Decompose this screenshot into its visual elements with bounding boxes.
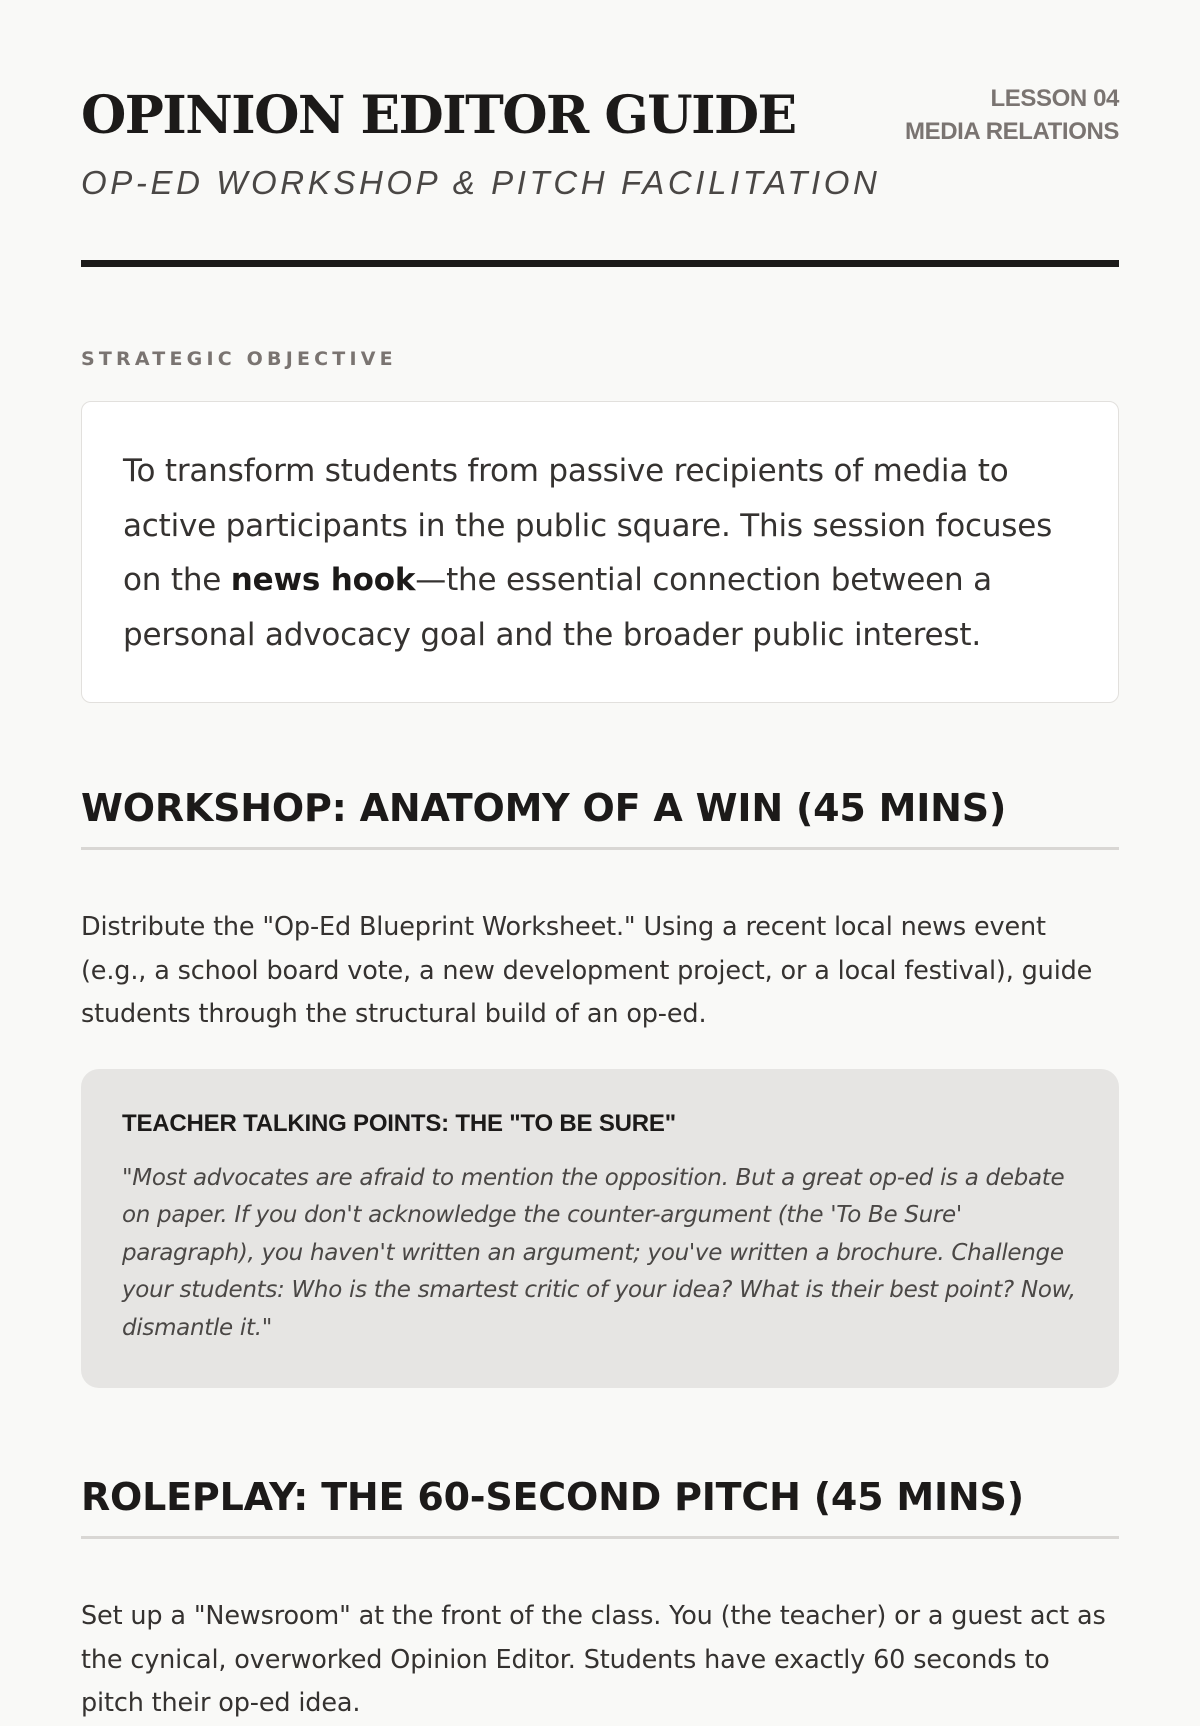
header-divider xyxy=(81,260,1119,267)
workshop-section xyxy=(81,783,1119,1388)
lesson-topic: MEDIA RELATIONS xyxy=(905,118,1119,145)
guide-title: OPINION EDITOR GUIDE xyxy=(81,85,796,146)
objective-label: STRATEGIC OBJECTIVE xyxy=(81,348,397,370)
talking-points-callout xyxy=(81,1069,1119,1389)
objective-text-start: To transform students from passive recipients of media to active participants in the public square. This session focuses on the xyxy=(123,453,1053,598)
talking-points-quote: "Most advocates are afraid to mention the opposition. But a great op-ed is a debate on paper. If you don't acknowledge the counter-argument (the 'To Be Sure' paragraph), you haven't written an argument; you've written a brochure. Challenge your students: Who is the smartest critic of your idea? What is their best point? Now, dismantle it." xyxy=(122,1164,1076,1341)
roleplay-section xyxy=(81,1472,1119,1726)
objective-card xyxy=(81,401,1119,703)
lesson-number: LESSON 04 xyxy=(990,85,1119,112)
workshop-body: Distribute the "Op-Ed Blueprint Worksheet." Using a recent local news event (e.g., a school board vote, a new development project, or a local festival), guide students through the structural build of an op-ed. xyxy=(81,912,1093,1029)
roleplay-heading: ROLEPLAY: THE 60-SECOND PITCH (45 MINS) xyxy=(81,1472,1119,1539)
objective-section xyxy=(81,347,1119,703)
guide-header xyxy=(81,0,1119,267)
roleplay-body: Set up a "Newsroom" at the front of the class. You (the teacher) or a guest act as the cynical, overworked Opinion Editor. Students have exactly 60 seconds to pitch their op-ed idea. xyxy=(81,1601,1106,1718)
guide-subtitle: OP-ED WORKSHOP & PITCH FACILITATION xyxy=(81,164,881,201)
lesson-meta xyxy=(905,82,1119,148)
objective-emphasis: news hook xyxy=(230,562,416,598)
talking-points-title: TEACHER TALKING POINTS: THE "TO BE SURE" xyxy=(122,1109,676,1137)
workshop-heading: WORKSHOP: ANATOMY OF A WIN (45 MINS) xyxy=(81,783,1119,850)
objective-text-end: —the essential connection between a personal advocacy goal and the broader public interest. xyxy=(123,562,992,653)
